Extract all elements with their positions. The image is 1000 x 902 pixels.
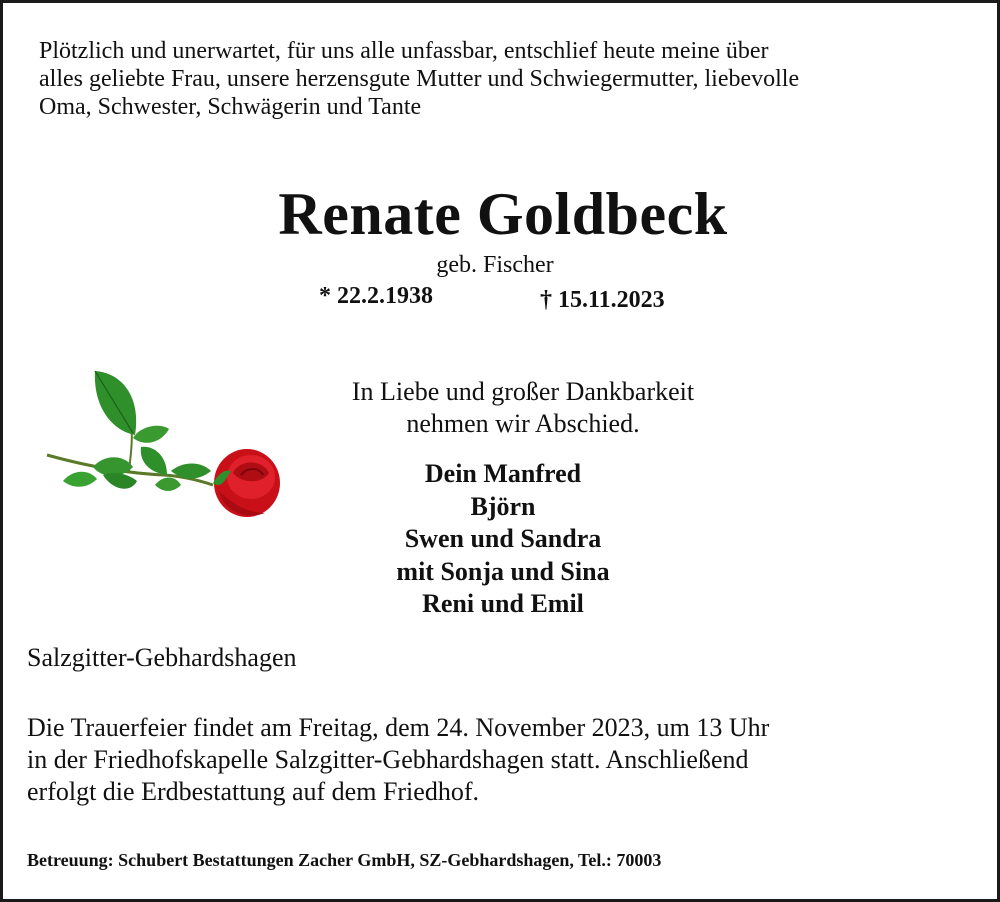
mourner-name: mit Sonja und Sina (396, 556, 610, 586)
funeral-service-text: Die Trauerfeier findet am Freitag, dem 24. November 2023, um 13 Uhr in der Friedhofskapelle Salzgitter-Gebhardshagen statt. Anschließend erfolgt die Erdbestattung auf dem Friedhof. (27, 713, 770, 806)
birth-date: * 22.2.1938 (319, 283, 433, 309)
deceased-name: Renate Goldbeck (278, 181, 728, 247)
death-date: † 15.11.2023 (540, 287, 665, 313)
mourner-name: Swen und Sandra (404, 524, 602, 553)
farewell-text: In Liebe und großer Dankbarkeit nehmen wir Abschied. (351, 377, 695, 438)
mourner-name: Björn (470, 491, 536, 521)
funeral-director-footer: Betreuung: Schubert Bestattungen Zacher GmbH, SZ-Gebhardshagen, Tel.: 70003 (27, 850, 662, 870)
red-rose-icon (43, 363, 288, 528)
mourner-name: Reni und Emil (422, 589, 584, 618)
place-name: Salzgitter-Gebhardshagen (27, 643, 297, 672)
mourners-list (303, 458, 703, 621)
maiden-name: geb. Fischer (436, 252, 554, 278)
mourner-name: Dein Manfred (424, 459, 582, 488)
intro-text: Plötzlich und unerwartet, für uns alle unfassbar, entschlief heute meine über alles geliebte Frau, unsere herzensgute Mutter und Schwiegermutter, liebevolle Oma, Schwester, Schwägerin und Tante (39, 38, 800, 120)
